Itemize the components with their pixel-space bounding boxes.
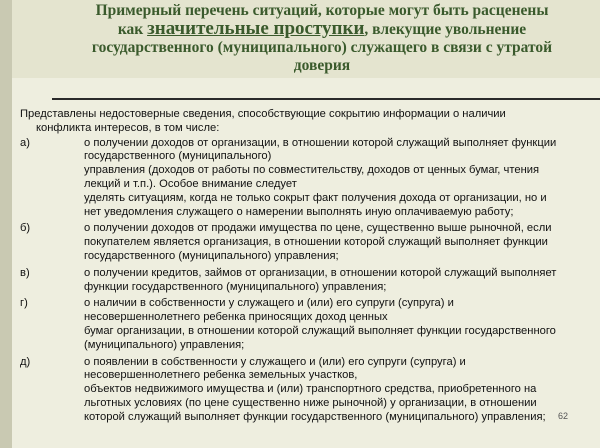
list-marker: б) [20, 222, 31, 235]
text-line: о наличии в собственности у служащего и (или) его супруги (супруга) и [84, 297, 454, 310]
list-item-text [84, 297, 586, 352]
list-item-v [20, 267, 586, 295]
title-prefix: как [117, 21, 144, 38]
list-item-a [20, 137, 586, 220]
page-number: 62 [557, 411, 568, 421]
text-line: несовершеннолетнего ребенка приносящих доход ценных [84, 311, 388, 324]
text-line: покупателем является организация, в отношении которой служащий выполняет функции [84, 236, 548, 249]
intro-line: Представлены недостоверные сведения, способствующие сокрытию информации о наличии [20, 108, 506, 120]
text-line: льготных условиях (по цене существенно ниже рыночной) у организации, в отношении [84, 396, 537, 409]
list-marker: г) [20, 297, 28, 310]
title-line-2 [52, 20, 592, 39]
title-line-3: государственного (муниципального) служащего в связи с утратой [91, 39, 553, 56]
slide-title [52, 2, 592, 75]
text-line: лекций и т.п.). Особое внимание следует [84, 177, 297, 190]
slide-body [20, 108, 586, 428]
list-item-text [84, 137, 586, 220]
list-item-text [84, 356, 586, 425]
text-line: о появлении в собственности у служащего и (или) его супруги (супруга) и [84, 355, 466, 368]
text-line: уделять ситуациям, когда не только сокрыт факт получения дохода от организации, но и [84, 191, 547, 204]
text-line: государственного (муниципального) управления; [84, 249, 339, 262]
list-item-text [84, 267, 586, 295]
list-item-b [20, 222, 586, 263]
text-line: государственного (муниципального) [84, 150, 272, 163]
title-line-1: Примерный перечень ситуаций, которые могут быть расценены [95, 2, 549, 19]
list-item-text [84, 222, 586, 263]
text-line: объектов недвижимого имущества и (или) транспортного средства, приобретенного на [84, 383, 537, 396]
text-line: управления (доходов от работы по совместительству, доходов от ценных бумаг, чтения [84, 164, 540, 177]
text-line: бумаг организации, в отношении которой служащий выполняет функции государственного [84, 324, 556, 337]
title-suffix: , влекущие увольнение [364, 21, 527, 38]
list-marker: в) [20, 266, 30, 279]
text-line: о получении доходов от продажи имущества по цене, существенно выше рыночной, если [84, 222, 552, 235]
list-item-d [20, 356, 586, 425]
list-marker: д) [20, 355, 31, 368]
text-line: о получении доходов от организации, в отношении которой служащий выполняет функции [84, 136, 557, 149]
title-line-4: доверия [293, 57, 351, 74]
list-marker: а) [20, 136, 30, 149]
left-decor-bar [0, 0, 12, 448]
list-item-g [20, 297, 586, 352]
text-line: (муниципального) управления; [84, 338, 245, 351]
text-line: нет уведомления служащего о намерении выполнять иную оплачиваемую работу; [84, 205, 514, 218]
text-line: о получении кредитов, займов от организации, в отношении которой служащий выполняет [84, 266, 557, 279]
title-divider [52, 98, 600, 100]
intro-line: конфликта интересов, в том числе: [36, 121, 220, 134]
text-line: функции государственного (муниципального) управления; [84, 280, 387, 293]
title-emphasis: значительные проступки [147, 18, 365, 39]
text-line: несовершеннолетнего ребенка земельных участков, [84, 369, 358, 382]
intro-paragraph [20, 108, 586, 136]
text-line: которой служащий выполняет функции государственного (муниципального) управления; [84, 410, 546, 423]
